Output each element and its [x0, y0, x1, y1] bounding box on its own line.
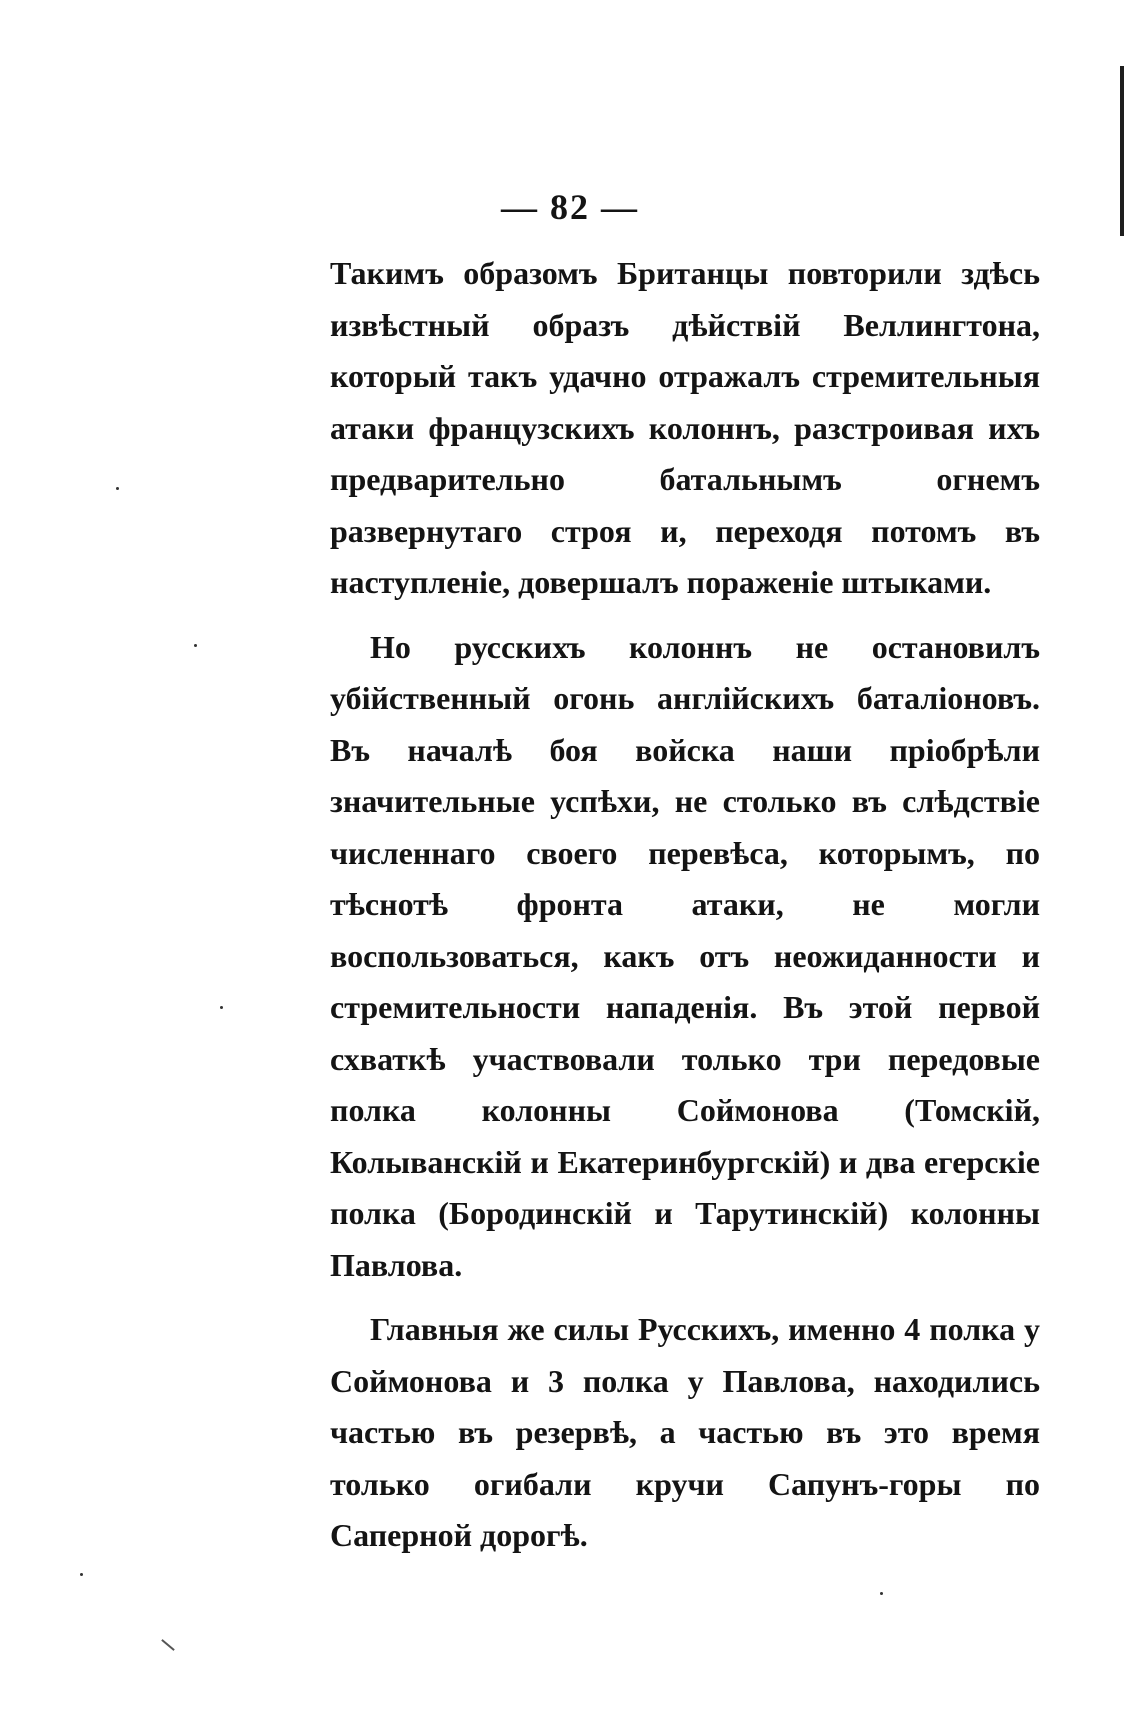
paragraph-3: Главныя же силы Русскихъ, именно 4 полка у Соймонова и 3 полка у Павлова, находились частью въ резервѣ, а частью въ это время только огибали кручи Сапунъ-горы по Саперной дорогѣ. [330, 1311, 1040, 1553]
scan-scratch [161, 1639, 175, 1651]
paragraph-2: Но русскихъ колоннъ не остановилъ убійственный огонь англійскихъ баталіоновъ. Въ началѣ боя войска наши пріобрѣли значительные успѣхи, не столько въ слѣдствіе численнаго своего перевѣса, которымъ, по тѣснотѣ фронта атаки, не могли воспользоваться, какъ отъ неожиданности и стремительности нападенія. Въ этой первой схваткѣ участвовали только три передовые полка колонны Соймонова (Томскій, Колыванскій и Екатеринбургскій) и два егерскіе полка (Бородинскій и Тарутинскій) колонны Павлова. [330, 628, 1040, 1283]
scan-speck [80, 1573, 83, 1576]
page-number: — 82 — [501, 187, 639, 227]
scan-speck [880, 1592, 883, 1595]
scan-speck [194, 644, 197, 647]
paragraph-1: Такимъ образомъ Британцы повторили здѣсь извѣстный образъ дѣйствій Веллингтона, который такъ удачно отражалъ стремительныя атаки французскихъ колоннъ, разстроивая ихъ предварительно батальнымъ огнемъ развернутаго строя и, переходя потомъ въ наступленіе, довершалъ пораженіе штыками. [330, 255, 1040, 600]
body-text [330, 248, 1040, 1562]
scan-speck [116, 487, 119, 490]
scan-speck [220, 1006, 223, 1009]
